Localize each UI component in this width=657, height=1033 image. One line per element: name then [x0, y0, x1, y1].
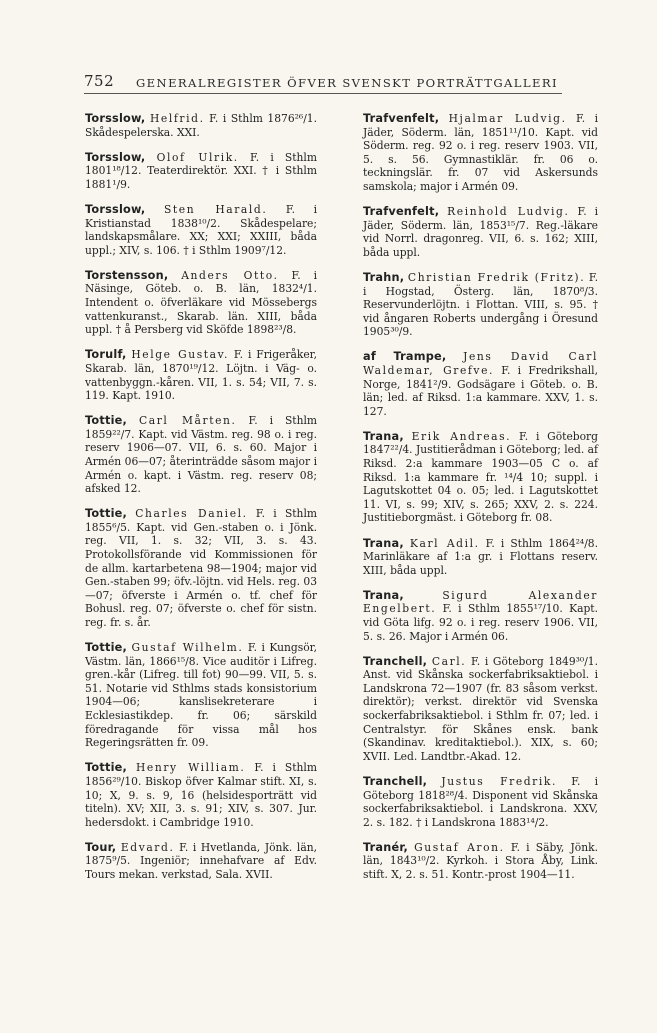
entry-surname: Tranchell,: [363, 774, 428, 788]
entry-surname: Trana,: [363, 588, 404, 602]
entry-text: F. i Jäder, Söderm. län, 1851¹¹/10. Kapt. vid Söderm. reg. 92 o. i reg. reserv 1903. VII, 5. s. 56. Gymnastiklär. fr. 06 o. teckningslär. fr. 07 vid Askersunds samskola; major i Armén 09.: [363, 112, 598, 193]
register-entry: [363, 350, 598, 418]
entry-surname: Torulf,: [85, 348, 127, 362]
register-entry: [85, 841, 317, 882]
register-entry: [85, 641, 317, 750]
entry-given-names: Christian Fredrik (Fritz).: [407, 270, 586, 284]
entry-text: F. i Hvetlanda, Jönk. län, 1875⁹/5. Ingeniör; innehafvare af Edv. Tours mekan. verkstad, Sala. XVII.: [85, 840, 317, 881]
header-rule: [84, 93, 562, 94]
entry-text: F. i Göteborg 1849³⁰/1. Anst. vid Skånska sockerfabriksaktiebol. i Landskrona 72—1907 (fr. 83 såsom verkst. direktör); verkst. direktör vid Svenska sockerfabriksaktiebol. i Sthlm fr. 07; led. i Centralstyr. för Skånes ensk. bank (Skandinav. kreditaktiebol.). XIX, s. 60; XVII. Led. Landtbr.-Akad. 12.: [363, 654, 598, 763]
entry-given-names: Charles Daniel.: [135, 507, 248, 521]
register-entry: [363, 271, 598, 339]
entry-given-names: Justus Fredrik.: [441, 774, 557, 788]
register-entry: [85, 269, 317, 337]
entry-text: F. i Näsinge, Göteb. o. B. län, 1832⁴/1. Intendent o. öfverläkare vid Mössebergs vattenkuranst., Skarab. län. XIII, båda uppl. † å Persberg vid Sköfde 1898²³/8.: [85, 268, 317, 337]
entry-given-names: Sten Harald.: [163, 202, 268, 216]
entry-surname: Trana,: [363, 536, 404, 550]
entry-surname: af Trampe,: [363, 350, 447, 364]
entry-surname: Tottie,: [85, 414, 127, 428]
entry-surname: Torsslow,: [85, 112, 146, 125]
entry-given-names: Anders Otto.: [181, 268, 279, 282]
register-entry: [363, 430, 598, 525]
entry-surname: Tour,: [85, 840, 117, 854]
register-entry: [85, 348, 317, 402]
left-column: [85, 112, 317, 893]
entry-given-names: Henry William.: [135, 761, 246, 775]
entry-given-names: Carl Mårten.: [138, 414, 237, 428]
entry-text: F. i Göteborg 1847²²/4. Justitierådman i Göteborg; led. af Riksd. 2:a kammare 1903—05 C o. af Riksd. 1:a kammare fr. ¹⁴/4 10; suppl. i Lagutskottet 04 o. 05; led. i Lagutskottet 11. VI, s. 99; XIV, s. 265; XXV, 2. s. 224. Justitieborgmäst. i Göteborg fr. 08.: [363, 429, 598, 525]
entry-given-names: Reinhold Ludvig.: [447, 205, 570, 219]
register-entry: [363, 112, 598, 194]
entry-given-names: Helfrid.: [150, 112, 205, 125]
register-entry: [85, 507, 317, 629]
page-number: 752: [84, 72, 115, 90]
entry-given-names: Helge Gustav.: [131, 348, 230, 362]
entry-text: F. i Sthlm 1801¹⁸/12. Teaterdirektör. XXI. † i Sthlm 1881¹/9.: [85, 150, 317, 191]
entry-text: F. i Fredrikshall, Norge, 1841²/9. Godsägare i Göteb. o. B. län; led. af Riksd. 1:a kammare. XXV, 1. s. 127.: [363, 364, 598, 418]
entry-text: F. i Sthlm 1876²⁶/1. Skådespelerska. XXI.: [85, 112, 317, 139]
running-title: GENERALREGISTER ÖFVER SVENSKT PORTRÄTTGALLERI: [136, 76, 558, 90]
entry-surname: Torstensson,: [85, 268, 169, 282]
register-entry: [363, 589, 598, 643]
entry-surname: Trana,: [363, 429, 404, 443]
entry-given-names: Sigurd Alexander Engelbert.: [363, 588, 598, 616]
entry-given-names: Erik Andreas.: [411, 429, 512, 443]
register-entry: [363, 655, 598, 764]
entry-surname: Tranchell,: [363, 654, 428, 668]
entry-surname: Tranér,: [363, 840, 408, 854]
entry-text: F. i Sthlm 1855⁶/5. Kapt. vid Gen.-staben o. i Jönk. reg. VII, 1. s. 32; VII, 3. s. 43. Protokollsförande vid Kommissionen för de allm. kartarbetena 98—1904; major vid Gen.-staben 99; öfv.-löjtn. vid Hels. reg. 03—07; öfverste i Armén o. tf. chef för Bohusl. reg. 07; öfverste o. chef för sistn. reg. fr. s. år.: [85, 507, 317, 629]
entry-surname: Torsslow,: [85, 150, 146, 164]
register-entry: [85, 203, 317, 257]
entry-text: F. i Frigeråker, Skarab. län, 1870¹⁹/12. Löjtn. i Väg- o. vattenbyggn.-kåren. VII, 1. s. 54; VII, 7. s. 119. Kapt. 1910.: [85, 348, 317, 403]
entry-text: F. i Sthlm 1864²⁴/8. Marinläkare af 1:a gr. i Flottans reserv. XIII, båda uppl.: [363, 536, 598, 577]
entry-text: F. i Kristianstad 1838¹⁰/2. Skådespelare; landskapsmålare. XX; XXI; XXIII, båda uppl.; XIV, s. 106. † i Sthlm 1909⁷/12.: [85, 202, 317, 257]
entry-given-names: Gustaf Wilhelm.: [131, 641, 244, 655]
entry-surname: Trafvenfelt,: [363, 112, 440, 125]
entry-text: F. i Göteborg 1818²⁸/4. Disponent vid Skånska sockerfabriksaktiebol. i Landskrona. XXV, 2. s. 182. † i Landskrona 1883¹⁴/2.: [363, 774, 598, 829]
register-entry: [85, 151, 317, 192]
entry-surname: Trahn,: [363, 270, 405, 284]
entry-text: F. i Jäder, Söderm. län, 1853¹⁵/7. Reg.-läkare vid Norrl. dragonreg. VII, 6. s. 162; XIII, båda uppl.: [363, 205, 598, 259]
entry-text: F. i Sthlm 1855¹⁷/10. Kapt. vid Göta lifg. 92 o. i reg. reserv 1906. VII, 5. s. 26. Major i Armén 06.: [363, 602, 598, 643]
entry-given-names: Karl Adil.: [409, 536, 480, 550]
entry-surname: Tottie,: [85, 507, 127, 521]
entry-given-names: Carl.: [431, 654, 467, 668]
register-entry: [85, 761, 317, 829]
entry-surname: Torsslow,: [85, 202, 146, 216]
entry-text: F. i Säby, Jönk. län, 1843¹⁰/2. Kyrkoh. i Stora Åby, Link. stift. X, 2. s. 51. Kontr.-prost 1904—11.: [363, 840, 598, 881]
entry-given-names: Olof Ulrik.: [156, 150, 239, 164]
entry-given-names: Edvard.: [120, 840, 175, 854]
entry-text: F. i Hogstad, Österg. län, 1870⁸/3. Reservunderlöjtn. i Flottan. VIII, s. 95. † vid ångaren Roberts undergång i Öresund 1905³⁰/9.: [363, 270, 598, 339]
entry-text: F. i Sthlm 1859²²/7. Kapt. vid Västm. reg. 98 o. i reg. reserv 1906—07. VII, 6. s. 60. Major i Armén 06—07; återinträdde såsom major i Armén o. kapt. i Västm. reg. reserv 08; afsked 12.: [85, 414, 318, 496]
register-entry: [363, 537, 598, 578]
entry-surname: Tottie,: [85, 641, 127, 655]
entry-text: F. i Kungsör, Västm. län, 1866¹⁵/8. Vice auditör i Lifreg. gren.-kår (Lifreg. till fot) 90—99. VII, 5. s. 51. Notarie vid Sthlms stads konsistorium 1904—06; kanslisekreterare i Ecklesiastikdep. fr. 06; särskild föredragande för vissa mål hos Regeringsrätten fr. 09.: [85, 641, 317, 750]
register-entry: [363, 205, 598, 259]
register-entry: [85, 112, 317, 139]
right-column: [363, 112, 598, 893]
entry-surname: Trafvenfelt,: [363, 205, 440, 219]
entry-text: F. i Sthlm 1856²⁹/10. Biskop öfver Kalmar stift. XI, s. 10; X, 9. s. 9, 16 (helsidesporträtt vid titeln). XV; XII, 3. s. 91; XIV, s. 307. Jur. hedersdokt. i Cambridge 1910.: [85, 761, 317, 829]
entry-given-names: Hjalmar Ludvig.: [448, 112, 567, 125]
entry-given-names: Gustaf Aron.: [414, 840, 505, 854]
entry-given-names: Jens David Carl Waldemar, Grefve.: [363, 350, 598, 377]
register-entry: [363, 775, 598, 829]
register-entry: [85, 414, 317, 496]
register-entry: [363, 841, 598, 882]
entry-surname: Tottie,: [85, 761, 127, 775]
